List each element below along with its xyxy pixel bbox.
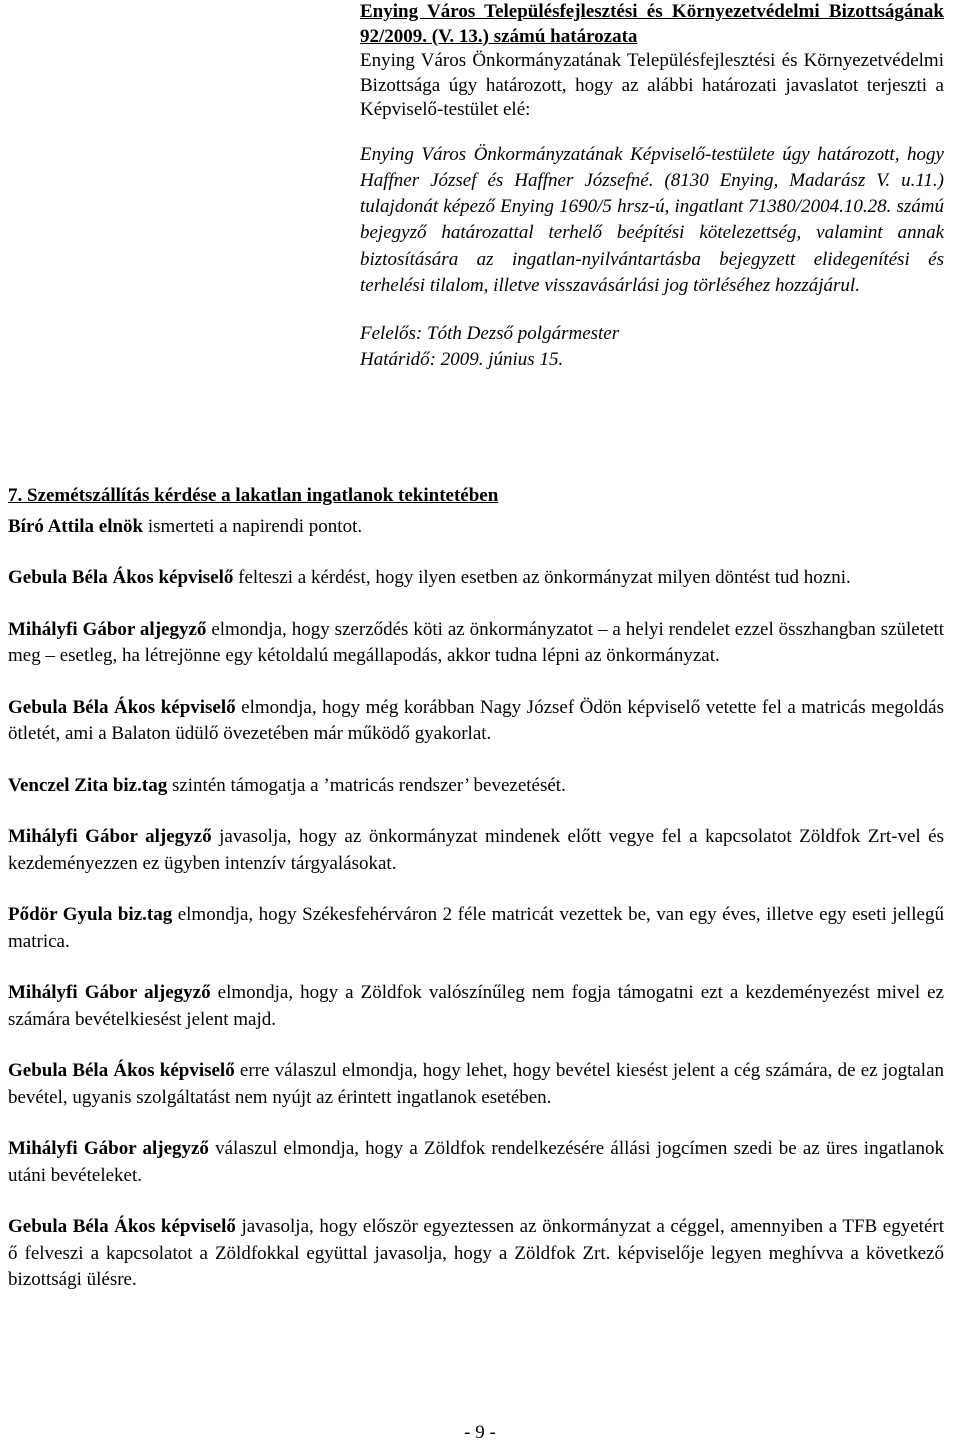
- paragraph-text: javasolja, hogy az önkormányzat mindenek előtt vegye fel a kapcsolatot Zöldfok Zrt-vel és kezdeményezzen ez ügyben intenzív tárgyalásokat.: [8, 826, 944, 874]
- minutes-paragraph: [8, 773, 944, 800]
- section-heading: 7. Szemétszállítás kérdése a lakatlan ingatlanok tekintetében: [8, 485, 499, 506]
- deadline-label: Határidő:: [360, 349, 436, 371]
- paragraph-text: erre válaszul elmondja, hogy lehet, hogy bevétel kiesést jelent a cég számára, de ez jogtalan bevétel, ugyanis szolgáltatást nem nyújt az érintett ingatlanok esetében.: [8, 1060, 944, 1108]
- paragraph-text: elmondja, hogy Székesfehérváron 2 féle matricát vezettek be, van egy éves, illetve egy eseti jellegű matrica.: [8, 904, 944, 952]
- speaker-name: Mihályfi Gábor aljegyző: [8, 618, 207, 640]
- paragraph-text: elmondja, hogy még korábban Nagy József Ödön képviselő vetette fel a matricás megoldás ötletét, ami a Balaton üdülő övezetében már működő gyakorlat.: [8, 696, 944, 744]
- resolution-body: Enying Város Önkormányzatának Képviselő-testülete úgy határozott, hogy Haffner József és Haffner Józsefné. (8130 Enying, Madarász V. u.11.) tulajdonát képező Enying 1690/5 hrsz-ú, ingatlant 71380/2004.10.28. számú bejegyző határozattal terhelő beépítési kötelezettség, valamint annak biztosítására az ingatlan-nyilvántartásba bejegyzett elidegenítési és terhelési tilalom, illetve visszavásárlási jog törléséhez hozzájárul.: [360, 143, 944, 296]
- minutes-paragraph: [8, 902, 944, 955]
- minutes-paragraph: [8, 824, 944, 877]
- speaker-name: Gebula Béla Ákos képviselő: [8, 1060, 235, 1081]
- paragraph-text: felteszi a kérdést, hogy ilyen esetben az önkormányzat milyen döntést tud hozni.: [233, 567, 851, 588]
- minutes-paragraph: [8, 1136, 944, 1189]
- paragraph-text: szintén támogatja a ’matricás rendszer’ bevezetését.: [167, 774, 566, 796]
- responsible-block: [360, 321, 944, 373]
- minutes-paragraph: [8, 695, 944, 748]
- deadline-value: 2009. június 15.: [440, 349, 564, 371]
- minutes-paragraph: [8, 565, 944, 592]
- responsible-label: Felelős:: [360, 323, 423, 345]
- speaker-name: Bíró Attila elnök: [8, 515, 144, 537]
- paragraph-text: válaszul elmondja, hogy a Zöldfok rendelkezésére állási jogcímen szedi be az üres ingatlanok utáni bevételeket.: [8, 1138, 944, 1186]
- paragraph-text: ismerteti a napirendi pontot.: [143, 515, 363, 537]
- minutes-section: [8, 483, 944, 1294]
- speaker-name: Venczel Zita biz.tag: [8, 774, 168, 796]
- paragraph-text: elmondja, hogy szerződés köti az önkormányzatot – a helyi rendelet ezzel összhangban született meg – esetleg, ha létrejönne egy kétoldalú megállapodás, akkor tudna lépni az önkormányzat.: [8, 618, 944, 666]
- minutes-paragraph: [8, 1058, 944, 1111]
- resolution-title: Enying Város Településfejlesztési és Környezetvédelmi Bizottságának 92/2009. (V. 13.) számú határozata: [360, 1, 944, 47]
- paragraph-text: elmondja, hogy a Zöldfok valószínűleg nem fogja támogatni ezt a kezdeményezést mivel ez számára bevételkiesést jelent majd.: [8, 982, 944, 1030]
- speaker-name: Pődör Gyula biz.tag: [8, 904, 173, 925]
- page-number: - 9 -: [464, 1422, 496, 1443]
- speaker-name: Gebula Béla Ákos képviselő: [8, 696, 236, 718]
- speaker-name: Gebula Béla Ákos képviselő: [8, 1216, 236, 1237]
- minutes-paragraph: [8, 1214, 944, 1294]
- resolution-block: [360, 0, 944, 373]
- speaker-name: Mihályfi Gábor aljegyző: [8, 982, 211, 1003]
- speaker-name: Mihályfi Gábor aljegyző: [8, 1138, 209, 1159]
- responsible-value: Tóth Dezső polgármester: [427, 323, 620, 345]
- speaker-name: Gebula Béla Ákos képviselő: [8, 567, 234, 588]
- speaker-name: Mihályfi Gábor aljegyző: [8, 826, 212, 847]
- minutes-paragraph: [8, 980, 944, 1033]
- minutes-paragraph: [8, 617, 944, 670]
- paragraph-text: javasolja, hogy először egyeztessen az önkormányzat a céggel, amennyiben a TFB egyetért ő felveszi a kapcsolatot a Zöldfokkal együttal javasolja, hogy a Zöldfok Zrt. képviselője legyen meghívva a következő bizottsági ülésre.: [8, 1216, 944, 1290]
- resolution-intro: Enying Város Önkormányzatának Településfejlesztési és Környezetvédelmi Bizottsága úgy határozott, hogy az alábbi határozati javaslatot terjeszti a Képviselő-testület elé:: [360, 50, 944, 120]
- minutes-paragraph: [8, 514, 944, 541]
